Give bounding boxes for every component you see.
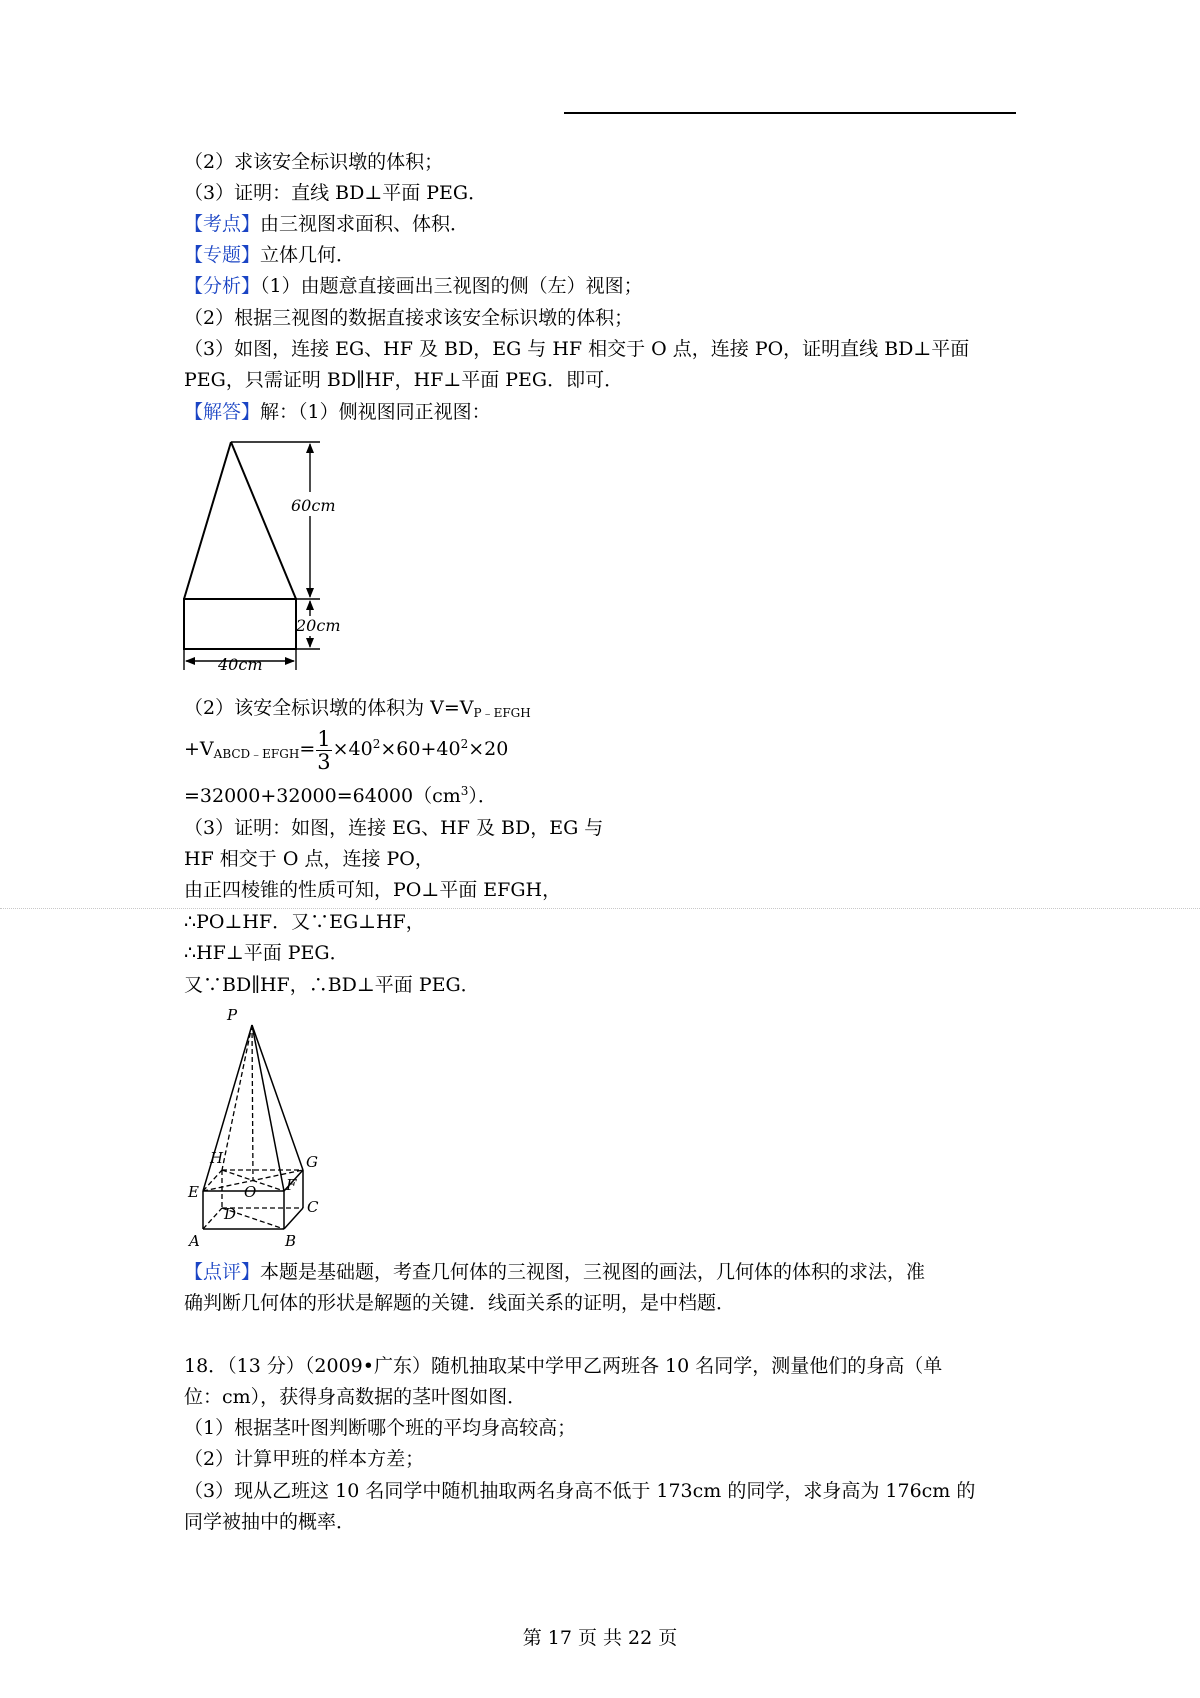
dianping-tag: 【点评】 (184, 1261, 261, 1283)
edge-PH (222, 1025, 252, 1170)
proof-line-4: ∴PO⊥HF．又∵EG⊥HF， (184, 911, 425, 933)
volume-sup-2: 2 (460, 737, 469, 751)
arrow-40-left (185, 657, 195, 665)
dotted-divider (0, 908, 1200, 909)
point-label-O: O (244, 1183, 257, 1201)
proof-line-2: HF 相交于 O 点，连接 PO， (184, 848, 434, 870)
volume-line-3-suffix: ）． (468, 785, 497, 807)
volume-sub-prism: ABCD﹣EFGH (213, 747, 300, 761)
vertex-label-B: B (285, 1232, 297, 1250)
side-view-base-rect (184, 599, 296, 649)
volume-sub-pyramid: P﹣EFGH (473, 706, 531, 720)
volume-line-2-prefix: +V (184, 738, 214, 760)
segment-PO (252, 1025, 253, 1181)
proof-line-3: 由正四棱锥的性质可知，PO⊥平面 EFGH， (184, 879, 562, 901)
proof-line-1: （3）证明：如图，连接 EG、HF 及 BD，EG 与 (184, 817, 604, 839)
pyramid-figure (180, 1005, 335, 1250)
comment-line-2: 确判断几何体的形状是解题的关键．线面关系的证明，是中档题． (184, 1292, 736, 1314)
proof-line-6: 又∵BD∥HF，∴BD⊥平面 PEG． (184, 974, 480, 996)
side-view-label-20: 20cm (296, 616, 341, 635)
volume-line-3-prefix: =32000+32000=64000（cm (184, 785, 461, 807)
fenxi-line (184, 270, 643, 302)
fraction-numerator: 1 (317, 726, 331, 751)
vertex-label-H: H (210, 1149, 224, 1167)
fenxi-text: （1）由题意直接画出三视图的侧（左）视图； (260, 275, 643, 297)
vertex-label-C: C (307, 1198, 319, 1216)
arrow-20-top (306, 600, 314, 610)
zhuanti-line (184, 239, 355, 271)
volume-term-c: ×20 (468, 738, 509, 760)
jieda-text: 解：（1）侧视图同正视图： (260, 401, 491, 423)
fenxi-tag: 【分析】 (184, 275, 261, 297)
side-view-label-40: 40cm (218, 655, 263, 674)
edge-AD (203, 1208, 222, 1229)
zhuanti-tag: 【专题】 (184, 244, 261, 266)
question-part-3: （3）证明：直线 BD⊥平面 PEG． (184, 182, 488, 204)
q18-line-2: 位：cm），获得身高数据的茎叶图如图． (184, 1386, 527, 1408)
vertex-label-A: A (189, 1232, 200, 1250)
side-view-figure (170, 432, 341, 674)
kaodian-tag: 【考点】 (184, 213, 261, 235)
vertex-label-D: D (224, 1205, 237, 1223)
dianping-text: 本题是基础题，考查几何体的三视图，三视图的画法，几何体的体积的求法，准 (260, 1261, 926, 1283)
vertex-label-G: G (306, 1153, 318, 1171)
volume-sup-cube: 3 (460, 784, 469, 798)
analysis-line-3b: PEG，只需证明 BD∥HF，HF⊥平面 PEG．即可． (184, 369, 624, 391)
arrow-20-bottom (306, 638, 314, 648)
q18-part-2: （2）计算甲班的样本方差； (184, 1448, 425, 1470)
vertex-label-F: F (286, 1176, 297, 1194)
volume-line-3 (184, 780, 497, 812)
volume-line-1-text: （2）该安全标识墩的体积为 V=V (184, 697, 474, 719)
analysis-line-2: （2）根据三视图的数据直接求该安全标识墩的体积； (184, 307, 634, 329)
kaodian-text: 由三视图求面积、体积． (260, 213, 470, 235)
edge-PF (252, 1025, 284, 1191)
volume-line-2 (184, 724, 508, 774)
vertex-label-P: P (227, 1006, 238, 1024)
volume-line-1 (184, 692, 531, 724)
jieda-line (184, 396, 491, 428)
fraction-denominator: 3 (317, 749, 331, 774)
volume-term-a: ×40 (332, 738, 373, 760)
edge-PG (252, 1025, 303, 1170)
question-part-2: （2）求该安全标识墩的体积； (184, 151, 444, 173)
proof-line-5: ∴HF⊥平面 PEG． (184, 942, 349, 964)
analysis-line-3a: （3）如图，连接 EG、HF 及 BD，EG 与 HF 相交于 O 点，连接 PO，证明直线 BD⊥平面 (184, 338, 970, 360)
volume-sup-1: 2 (372, 737, 381, 751)
arrow-60-top (306, 443, 314, 453)
top-rule (564, 112, 1016, 114)
volume-equals: = (299, 738, 316, 760)
side-view-left-edge (184, 442, 231, 599)
side-view-right-edge (231, 442, 296, 599)
arrow-60-bottom (306, 588, 314, 598)
q18-part-3a: （3）现从乙班这 10 名同学中随机抽取两名身高不低于 173cm 的同学，求身高为 176cm 的 (184, 1480, 976, 1502)
fraction-one-third (316, 728, 331, 773)
volume-term-b: ×60+40 (380, 738, 461, 760)
q18-line-1: 18．（13 分）（2009•广东）随机抽取某中学甲乙两班各 10 名同学，测量他们的身高（单 (184, 1355, 943, 1377)
kaodian-line (184, 208, 469, 240)
edge-BC (284, 1208, 303, 1229)
q18-part-1: （1）根据茎叶图判断哪个班的平均身高较高； (184, 1417, 577, 1439)
side-view-label-60: 60cm (291, 496, 336, 515)
jieda-tag: 【解答】 (184, 401, 261, 423)
vertex-label-E: E (188, 1183, 199, 1201)
q18-part-3b: 同学被抽中的概率． (184, 1511, 356, 1533)
zhuanti-text: 立体几何． (260, 244, 356, 266)
arrow-40-right (285, 657, 295, 665)
dianping-line (184, 1256, 925, 1288)
page-footer: 第 17 页 共 22 页 (522, 1627, 678, 1649)
